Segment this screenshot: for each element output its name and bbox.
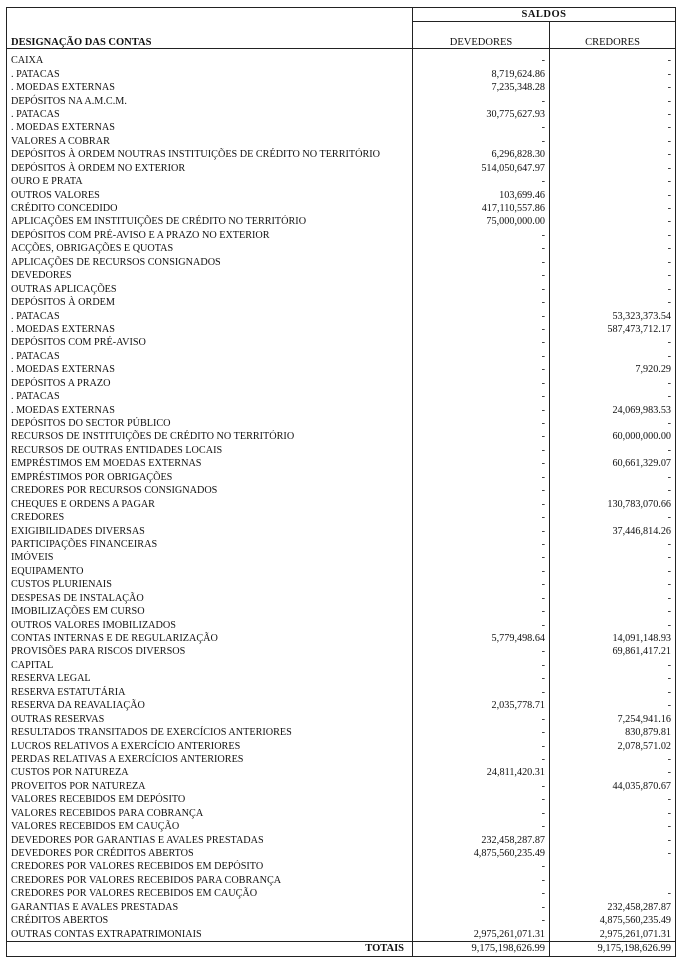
debit-cell: - — [413, 242, 550, 255]
account-row — [7, 739, 676, 752]
credit-cell: 44,035,870.67 — [550, 780, 676, 793]
account-name-cell: . MOEDAS EXTERNAS — [7, 363, 413, 376]
credit-cell — [550, 874, 676, 887]
account-name-cell: EXIGIBILIDADES DIVERSAS — [7, 524, 413, 537]
account-name-cell: APLICAÇÕES EM INSTITUIÇÕES DE CRÉDITO NO TERRITÓRIO — [7, 215, 413, 228]
account-name-cell: CRÉDITO CONCEDIDO — [7, 202, 413, 215]
account-row — [7, 309, 676, 322]
account-name-cell: RECURSOS DE INSTITUIÇÕES DE CRÉDITO NO TERRITÓRIO — [7, 430, 413, 443]
debit-cell: - — [413, 309, 550, 322]
account-row — [7, 793, 676, 806]
debit-cell: - — [413, 820, 550, 833]
credit-cell: - — [550, 551, 676, 564]
account-row — [7, 188, 676, 201]
account-row — [7, 847, 676, 860]
debit-cell: - — [413, 874, 550, 887]
account-row — [7, 121, 676, 134]
account-row — [7, 901, 676, 914]
totals-credit: 9,175,198,626.99 — [550, 941, 676, 956]
debit-cell: - — [413, 377, 550, 390]
debit-cell: - — [413, 739, 550, 752]
credit-cell: - — [550, 686, 676, 699]
credit-cell: - — [550, 565, 676, 578]
credit-cell: 2,078,571.02 — [550, 739, 676, 752]
account-row — [7, 269, 676, 282]
account-row — [7, 726, 676, 739]
debit-cell: - — [413, 726, 550, 739]
account-name-cell: VALORES RECEBIDOS EM DEPÓSITO — [7, 793, 413, 806]
account-row — [7, 54, 676, 67]
credit-cell: 53,323,373.54 — [550, 309, 676, 322]
accounts-table — [6, 7, 676, 957]
credit-cell: - — [550, 578, 676, 591]
header-top-row — [7, 8, 676, 22]
account-name-cell: . PATACAS — [7, 108, 413, 121]
account-row — [7, 833, 676, 846]
account-row — [7, 81, 676, 94]
credit-cell: - — [550, 699, 676, 712]
credit-cell: 37,446,814.26 — [550, 524, 676, 537]
account-row — [7, 444, 676, 457]
debit-cell: - — [413, 336, 550, 349]
debit-cell: - — [413, 403, 550, 416]
totals-debit: 9,175,198,626.99 — [413, 941, 550, 956]
account-row — [7, 605, 676, 618]
debit-cell: - — [413, 901, 550, 914]
account-row — [7, 511, 676, 524]
debit-cell: - — [413, 363, 550, 376]
account-name-cell: CREDORES — [7, 511, 413, 524]
account-name-cell: CREDORES POR VALORES RECEBIDOS EM CAUÇÃO — [7, 887, 413, 900]
debit-cell: - — [413, 578, 550, 591]
credit-cell: - — [550, 81, 676, 94]
debit-cell: 232,458,287.87 — [413, 833, 550, 846]
credit-cell: - — [550, 148, 676, 161]
credit-cell: - — [550, 162, 676, 175]
debit-cell: 103,699.46 — [413, 188, 550, 201]
credit-cell: 24,069,983.53 — [550, 403, 676, 416]
debit-cell: - — [413, 659, 550, 672]
account-row — [7, 632, 676, 645]
account-row — [7, 766, 676, 779]
credit-cell: 2,975,261,071.31 — [550, 927, 676, 941]
account-row — [7, 672, 676, 685]
credit-cell: - — [550, 887, 676, 900]
account-row — [7, 363, 676, 376]
account-row — [7, 551, 676, 564]
credit-cell: - — [550, 847, 676, 860]
credit-cell: - — [550, 188, 676, 201]
account-row — [7, 162, 676, 175]
account-name-cell: . PATACAS — [7, 390, 413, 403]
debit-cell: - — [413, 323, 550, 336]
account-name-cell: DEVEDORES POR GARANTIAS E AVALES PRESTADAS — [7, 833, 413, 846]
account-name-cell: . PATACAS — [7, 350, 413, 363]
debit-cell: - — [413, 860, 550, 873]
account-name-cell: PARTICIPAÇÕES FINANCEIRAS — [7, 538, 413, 551]
credit-cell: - — [550, 242, 676, 255]
account-name-cell: DEPÓSITOS À ORDEM NOUTRAS INSTITUIÇÕES DE CRÉDITO NO TERRITÓRIO — [7, 148, 413, 161]
debit-cell: - — [413, 54, 550, 67]
debit-cell: - — [413, 390, 550, 403]
debit-cell: - — [413, 592, 550, 605]
account-row — [7, 807, 676, 820]
credit-cell: - — [550, 202, 676, 215]
account-row — [7, 202, 676, 215]
account-name-cell: PROVEITOS POR NATUREZA — [7, 780, 413, 793]
account-row — [7, 780, 676, 793]
account-row — [7, 336, 676, 349]
credit-cell: - — [550, 793, 676, 806]
account-row — [7, 350, 676, 363]
credit-cell: - — [550, 175, 676, 188]
account-name-cell: . MOEDAS EXTERNAS — [7, 81, 413, 94]
credit-cell: - — [550, 390, 676, 403]
account-row — [7, 175, 676, 188]
credit-cell — [550, 860, 676, 873]
account-name-cell: IMOBILIZAÇÕES EM CURSO — [7, 605, 413, 618]
totals-row — [7, 941, 676, 956]
account-row — [7, 94, 676, 107]
credit-cell: - — [550, 833, 676, 846]
debit-cell: - — [413, 753, 550, 766]
account-row — [7, 377, 676, 390]
account-row — [7, 753, 676, 766]
account-name-cell: CHEQUES E ORDENS A PAGAR — [7, 497, 413, 510]
account-name-cell: CREDORES POR VALORES RECEBIDOS PARA COBRANÇA — [7, 874, 413, 887]
debit-cell: - — [413, 256, 550, 269]
account-name-cell: OUTROS VALORES IMOBILIZADOS — [7, 618, 413, 631]
debit-cell: 30,775,627.93 — [413, 108, 550, 121]
account-name-cell: PERDAS RELATIVAS A EXERCÍCIOS ANTERIORES — [7, 753, 413, 766]
credit-cell: - — [550, 753, 676, 766]
account-row — [7, 497, 676, 510]
credit-cell: - — [550, 377, 676, 390]
account-name-cell: RESERVA DA REAVALIAÇÃO — [7, 699, 413, 712]
account-row — [7, 296, 676, 309]
account-row — [7, 860, 676, 873]
account-name-cell: PROVISÕES PARA RISCOS DIVERSOS — [7, 645, 413, 658]
debit-cell: - — [413, 618, 550, 631]
credit-cell: - — [550, 766, 676, 779]
account-name-cell: IMÓVEIS — [7, 551, 413, 564]
debit-cell: - — [413, 229, 550, 242]
account-name-cell: ACÇÕES, OBRIGAÇÕES E QUOTAS — [7, 242, 413, 255]
header-top-blank — [7, 8, 413, 22]
account-name-cell: VALORES A COBRAR — [7, 135, 413, 148]
account-row — [7, 538, 676, 551]
credit-cell: - — [550, 94, 676, 107]
account-row — [7, 403, 676, 416]
credit-cell: - — [550, 538, 676, 551]
account-name-cell: RESULTADOS TRANSITADOS DE EXERCÍCIOS ANTERIORES — [7, 726, 413, 739]
credit-cell: 60,661,329.07 — [550, 457, 676, 470]
debit-cell: 24,811,420.31 — [413, 766, 550, 779]
debit-cell: - — [413, 887, 550, 900]
credit-cell: - — [550, 336, 676, 349]
debit-cell: 6,296,828.30 — [413, 148, 550, 161]
account-row — [7, 524, 676, 537]
debit-cell: - — [413, 780, 550, 793]
debit-cell: 514,050,647.97 — [413, 162, 550, 175]
credit-cell: - — [550, 471, 676, 484]
account-name-cell: EMPRÉSTIMOS POR OBRIGAÇÕES — [7, 471, 413, 484]
account-row — [7, 699, 676, 712]
account-name-cell: RESERVA ESTATUTÁRIA — [7, 686, 413, 699]
credit-cell: - — [550, 269, 676, 282]
credit-cell: - — [550, 417, 676, 430]
account-row — [7, 148, 676, 161]
account-name-cell: RECURSOS DE OUTRAS ENTIDADES LOCAIS — [7, 444, 413, 457]
account-name-cell: . MOEDAS EXTERNAS — [7, 121, 413, 134]
account-name-cell: DEPÓSITOS COM PRÉ-AVISO E A PRAZO NO EXTERIOR — [7, 229, 413, 242]
account-row — [7, 430, 676, 443]
debit-cell: 7,235,348.28 — [413, 81, 550, 94]
account-name-cell: DEPÓSITOS COM PRÉ-AVISO — [7, 336, 413, 349]
credit-cell: - — [550, 511, 676, 524]
account-row — [7, 471, 676, 484]
debit-cell: - — [413, 282, 550, 295]
debit-cell: 2,975,261,071.31 — [413, 927, 550, 941]
debit-cell: 2,035,778.71 — [413, 699, 550, 712]
debit-cell: - — [413, 538, 550, 551]
debit-cell: - — [413, 94, 550, 107]
account-row — [7, 484, 676, 497]
credit-cell: 7,254,941.16 — [550, 712, 676, 725]
debit-cell: 8,719,624.86 — [413, 67, 550, 80]
account-row — [7, 67, 676, 80]
account-name-cell: EMPRÉSTIMOS EM MOEDAS EXTERNAS — [7, 457, 413, 470]
account-name-cell: . MOEDAS EXTERNAS — [7, 403, 413, 416]
account-name-cell: DEVEDORES — [7, 269, 413, 282]
account-row — [7, 927, 676, 941]
credit-cell: - — [550, 282, 676, 295]
account-name-cell: DEPÓSITOS À ORDEM NO EXTERIOR — [7, 162, 413, 175]
credit-cell: - — [550, 296, 676, 309]
credit-cell: - — [550, 256, 676, 269]
account-name-cell: OUTROS VALORES — [7, 188, 413, 201]
debit-cell: - — [413, 524, 550, 537]
account-name-cell: OUTRAS APLICAÇÕES — [7, 282, 413, 295]
credit-cell: - — [550, 618, 676, 631]
debit-cell: - — [413, 417, 550, 430]
account-row — [7, 215, 676, 228]
credit-cell: 7,920.29 — [550, 363, 676, 376]
account-name-cell: VALORES RECEBIDOS PARA COBRANÇA — [7, 807, 413, 820]
account-name-cell: DEPÓSITOS DO SECTOR PÚBLICO — [7, 417, 413, 430]
totals-label: TOTAIS — [7, 941, 413, 956]
account-row — [7, 686, 676, 699]
account-name-cell: VALORES RECEBIDOS EM CAUÇÃO — [7, 820, 413, 833]
debit-cell: 75,000,000.00 — [413, 215, 550, 228]
credit-cell: - — [550, 444, 676, 457]
account-name-cell: CAIXA — [7, 54, 413, 67]
account-row — [7, 417, 676, 430]
credit-cell: - — [550, 672, 676, 685]
account-name-cell: CREDORES POR RECURSOS CONSIGNADOS — [7, 484, 413, 497]
debit-cell: - — [413, 807, 550, 820]
debit-cell: - — [413, 672, 550, 685]
debit-cell: - — [413, 350, 550, 363]
account-name-cell: CAPITAL — [7, 659, 413, 672]
credit-cell: - — [550, 659, 676, 672]
debit-cell: - — [413, 511, 550, 524]
account-row — [7, 256, 676, 269]
credit-cell: 69,861,417.21 — [550, 645, 676, 658]
account-row — [7, 108, 676, 121]
account-row — [7, 618, 676, 631]
account-row — [7, 592, 676, 605]
debit-cell: - — [413, 686, 550, 699]
account-row — [7, 457, 676, 470]
account-name-cell: DEPÓSITOS À ORDEM — [7, 296, 413, 309]
credit-cell: 4,875,560,235.49 — [550, 914, 676, 927]
debit-cell: - — [413, 645, 550, 658]
debit-cell: - — [413, 269, 550, 282]
debit-cell: - — [413, 551, 550, 564]
account-row — [7, 645, 676, 658]
account-row — [7, 712, 676, 725]
debit-cell: - — [413, 175, 550, 188]
account-name-cell: . PATACAS — [7, 67, 413, 80]
account-name-cell: . PATACAS — [7, 309, 413, 322]
credit-cell: - — [550, 108, 676, 121]
credit-cell: 60,000,000.00 — [550, 430, 676, 443]
debit-cell: - — [413, 605, 550, 618]
debit-cell: 417,110,557.86 — [413, 202, 550, 215]
saldos-header: SALDOS — [413, 8, 676, 22]
account-row — [7, 820, 676, 833]
credit-cell: - — [550, 54, 676, 67]
account-name-cell: DEPÓSITOS A PRAZO — [7, 377, 413, 390]
debit-cell: - — [413, 565, 550, 578]
credit-cell: - — [550, 820, 676, 833]
debit-cell: - — [413, 121, 550, 134]
debit-cell: - — [413, 484, 550, 497]
debit-cell: - — [413, 793, 550, 806]
account-row — [7, 578, 676, 591]
account-name-cell: DEPÓSITOS NA A.M.C.M. — [7, 94, 413, 107]
account-row — [7, 390, 676, 403]
account-name-cell: CRÉDITOS ABERTOS — [7, 914, 413, 927]
credit-cell: - — [550, 67, 676, 80]
header-columns-row — [7, 22, 676, 49]
account-row — [7, 565, 676, 578]
credit-cell: 830,879.81 — [550, 726, 676, 739]
account-row — [7, 659, 676, 672]
credit-cell: - — [550, 229, 676, 242]
credit-cell: - — [550, 121, 676, 134]
account-row — [7, 914, 676, 927]
debit-cell: - — [413, 296, 550, 309]
account-name-cell: CUSTOS POR NATUREZA — [7, 766, 413, 779]
devedores-header: DEVEDORES — [413, 22, 550, 49]
account-name-cell: RESERVA LEGAL — [7, 672, 413, 685]
account-name-cell: DESPESAS DE INSTALAÇÃO — [7, 592, 413, 605]
debit-cell: - — [413, 712, 550, 725]
account-name-cell: OUTRAS CONTAS EXTRAPATRIMONIAIS — [7, 927, 413, 941]
account-name-cell: OUTRAS RESERVAS — [7, 712, 413, 725]
account-name-cell: OURO E PRATA — [7, 175, 413, 188]
account-name-cell: CREDORES POR VALORES RECEBIDOS EM DEPÓSITO — [7, 860, 413, 873]
account-name-cell: DEVEDORES POR CRÉDITOS ABERTOS — [7, 847, 413, 860]
account-name-cell: EQUIPAMENTO — [7, 565, 413, 578]
credit-cell: - — [550, 592, 676, 605]
debit-cell: 4,875,560,235.49 — [413, 847, 550, 860]
account-name-cell: APLICAÇÕES DE RECURSOS CONSIGNADOS — [7, 256, 413, 269]
credit-cell: 232,458,287.87 — [550, 901, 676, 914]
debit-cell: - — [413, 430, 550, 443]
credit-cell: - — [550, 135, 676, 148]
credores-header: CREDORES — [550, 22, 676, 49]
account-row — [7, 229, 676, 242]
credit-cell: 587,473,712.17 — [550, 323, 676, 336]
account-row — [7, 242, 676, 255]
credit-cell: - — [550, 605, 676, 618]
designacao-header: DESIGNAÇÃO DAS CONTAS — [7, 22, 413, 49]
debit-cell: - — [413, 135, 550, 148]
debit-cell: - — [413, 471, 550, 484]
account-row — [7, 874, 676, 887]
account-name-cell: GARANTIAS E AVALES PRESTADAS — [7, 901, 413, 914]
credit-cell: - — [550, 350, 676, 363]
account-row — [7, 135, 676, 148]
credit-cell: - — [550, 215, 676, 228]
account-row — [7, 323, 676, 336]
debit-cell: - — [413, 457, 550, 470]
debit-cell: 5,779,498.64 — [413, 632, 550, 645]
debit-cell: - — [413, 497, 550, 510]
credit-cell: 14,091,148.93 — [550, 632, 676, 645]
account-row — [7, 887, 676, 900]
account-row — [7, 282, 676, 295]
credit-cell: - — [550, 807, 676, 820]
credit-cell: 130,783,070.66 — [550, 497, 676, 510]
debit-cell: - — [413, 444, 550, 457]
account-name-cell: LUCROS RELATIVOS A EXERCÍCIO ANTERIORES — [7, 739, 413, 752]
debit-cell: - — [413, 914, 550, 927]
credit-cell: - — [550, 484, 676, 497]
account-name-cell: CUSTOS PLURIENAIS — [7, 578, 413, 591]
account-name-cell: . MOEDAS EXTERNAS — [7, 323, 413, 336]
account-name-cell: CONTAS INTERNAS E DE REGULARIZAÇÃO — [7, 632, 413, 645]
